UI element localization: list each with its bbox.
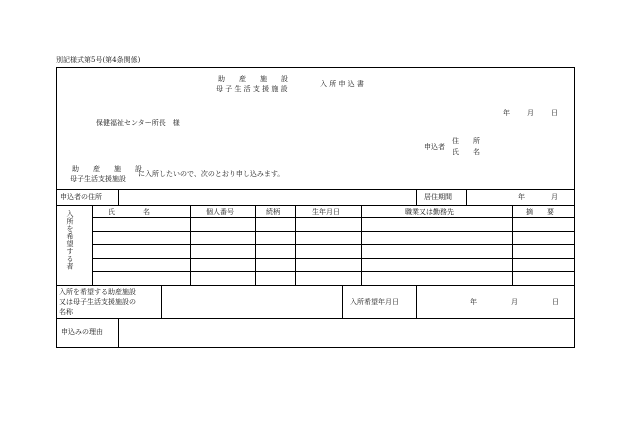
- applicant-label: 申込者: [424, 143, 445, 151]
- col-line-number: [255, 205, 256, 285]
- col-line-desired-left: [342, 285, 343, 318]
- row-line-reason-top: [56, 318, 575, 319]
- header-name: 氏 名: [108, 208, 150, 216]
- desired-year: 年: [470, 298, 477, 306]
- applicant-members-side-label: 入所を希望する者: [66, 210, 74, 270]
- desired-month: 月: [511, 298, 518, 306]
- facility-label-2: 又は母子生活支援施設の: [59, 298, 136, 306]
- request-line-2: 母子生活支援施設: [70, 175, 126, 183]
- row-line-1: [92, 231, 575, 232]
- header-relation: 続柄: [266, 208, 280, 216]
- row-line-2: [92, 244, 575, 245]
- reason-label: 申込みの理由: [61, 328, 103, 336]
- col-line-facility: [161, 285, 162, 318]
- desired-day: 日: [552, 298, 559, 306]
- col-line-birth: [361, 205, 362, 285]
- row-line-facility-top: [56, 285, 575, 286]
- date-month: 月: [527, 109, 534, 117]
- col-line-side: [92, 205, 93, 285]
- residence-period-label: 居住期間: [424, 193, 452, 201]
- form-caption: 別記様式第5号(第4条関係): [56, 56, 141, 64]
- col-line-name: [190, 205, 191, 285]
- col-line-relation: [295, 205, 296, 285]
- date-year: 年: [503, 109, 510, 117]
- title-suffix: 入 所 申 込 書: [320, 80, 364, 88]
- header-birth-date: 生年月日: [312, 208, 340, 216]
- col-line-period-left: [416, 189, 417, 205]
- addressee: 保健福祉センター所長 様: [96, 119, 180, 127]
- date-day: 日: [551, 109, 558, 117]
- col-line-job: [512, 205, 513, 285]
- desired-date-label: 入所希望年月日: [350, 298, 399, 306]
- row-line-3: [92, 258, 575, 259]
- col-line-desired-right: [416, 285, 417, 318]
- period-year: 年: [518, 193, 525, 201]
- header-remarks: 摘 要: [526, 208, 554, 216]
- header-personal-number: 個人番号: [206, 208, 234, 216]
- row-line-header-bottom: [92, 217, 575, 218]
- title-line-1: 助 産 施 設: [218, 75, 288, 83]
- period-month: 月: [551, 193, 558, 201]
- request-text: に入所したいので、次のとおり申し込みます。: [138, 170, 285, 178]
- title-line-2: 母 子 生 活 支 援 施 設: [216, 85, 288, 93]
- facility-label-1: 入所を希望する助産施設: [59, 288, 136, 296]
- facility-label-3: 名称: [59, 308, 73, 316]
- address-label: 住 所: [452, 137, 480, 145]
- row-line-4: [92, 271, 575, 272]
- name-label: 氏 名: [452, 148, 480, 156]
- applicant-address-label: 申込者の住所: [60, 193, 102, 201]
- row-line-header-top: [56, 205, 575, 206]
- header-occupation: 職業又は勤務先: [405, 208, 454, 216]
- row-line-address-top: [56, 189, 575, 190]
- request-line-1: 助 産 施 設: [72, 165, 142, 173]
- col-line-reason: [118, 318, 119, 348]
- col-line-period-right: [466, 189, 467, 205]
- col-line-address: [118, 189, 119, 205]
